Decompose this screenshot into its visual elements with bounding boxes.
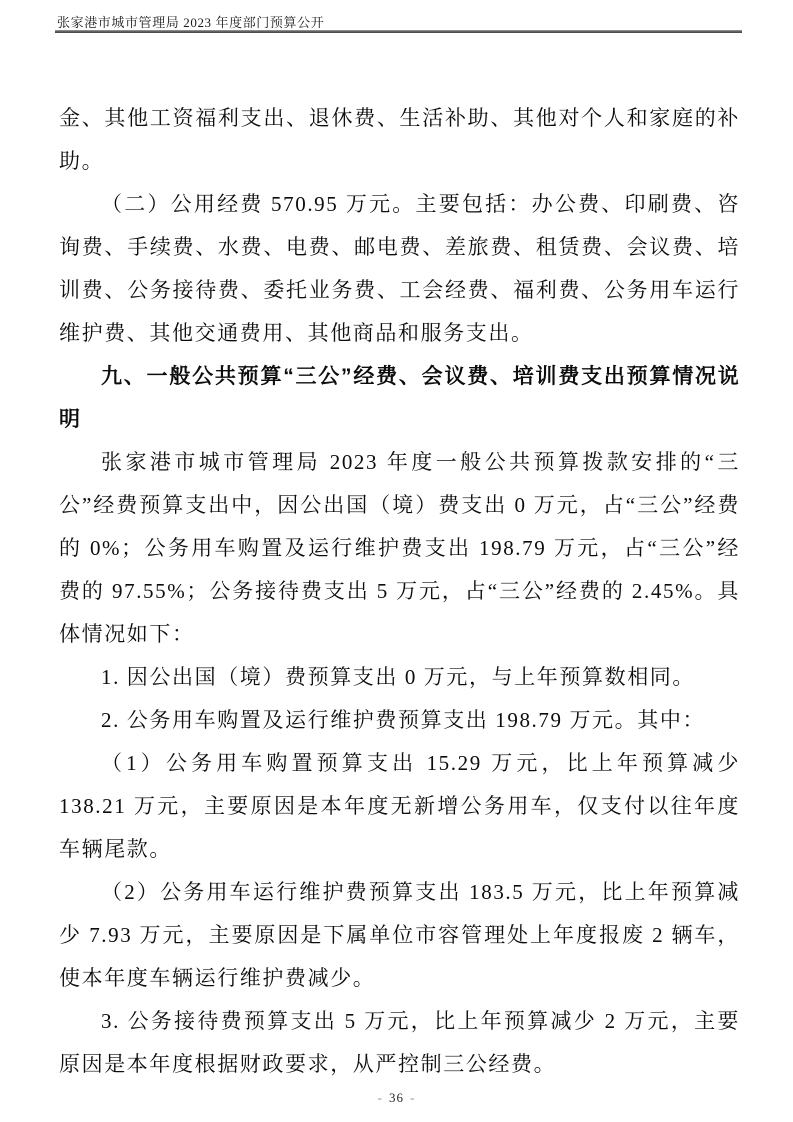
section-heading-nine: 九、一般公共预算“三公”经费、会议费、培训费支出预算情况说明 xyxy=(59,365,740,431)
paragraph-item-2: 2. 公务用车购置及运行维护费预算支出 198.79 万元。其中： xyxy=(101,708,706,732)
page-number: 36 xyxy=(389,1090,404,1105)
footer-dash-left: - xyxy=(377,1090,383,1105)
page-footer xyxy=(0,1090,793,1106)
paragraph-item-1: 1. 因公出国（境）费预算支出 0 万元，与上年预算数相同。 xyxy=(101,665,695,689)
footer-dash-right: - xyxy=(410,1090,416,1105)
paragraph-public-expense: （二）公用经费 570.95 万元。主要包括：办公费、印刷费、咨询费、手续费、水费、电费、邮电费、差旅费、租赁费、会议费、培训费、公务接待费、委托业务费、工会经费、福利费、公务用车运行维护费、其他交通费用、其他商品和服务支出。 xyxy=(59,192,740,345)
paragraph-item-3: 3. 公务接待费预算支出 5 万元，比上年预算减少 2 万元，主要原因是本年度根据财政要求，从严控制三公经费。 xyxy=(59,1009,740,1076)
document-body xyxy=(59,97,740,1086)
paragraph-item-2-1: （1）公务用车购置预算支出 15.29 万元，比上年预算减少 138.21 万元，主要原因是本年度无新增公务用车，仅支付以往年度车辆尾款。 xyxy=(59,751,740,861)
paragraph-personnel-continuation: 金、其他工资福利支出、退休费、生活补助、其他对个人和家庭的补助。 xyxy=(59,106,740,173)
header-divider xyxy=(55,30,742,33)
paragraph-three-public-overview: 张家港市城市管理局 2023 年度一般公共预算拨款安排的“三公”经费预算支出中，因公出国（境）费支出 0 万元，占“三公”经费的 0%；公务用车购置及运行维护费支出 198.79 万元，占“三公”经费的 97.55%；公务接待费支出 5 万元，占“三公”经费的 2.45%。具体情况如下： xyxy=(59,450,740,646)
paragraph-item-2-2: （2）公务用车运行维护费预算支出 183.5 万元，比上年预算减少 7.93 万元，主要原因是下属单位市容管理处上年度报废 2 辆车，使本年度车辆运行维护费减少。 xyxy=(59,880,740,990)
header-title: 张家港市城市管理局 2023 年度部门预算公开 xyxy=(57,15,325,30)
